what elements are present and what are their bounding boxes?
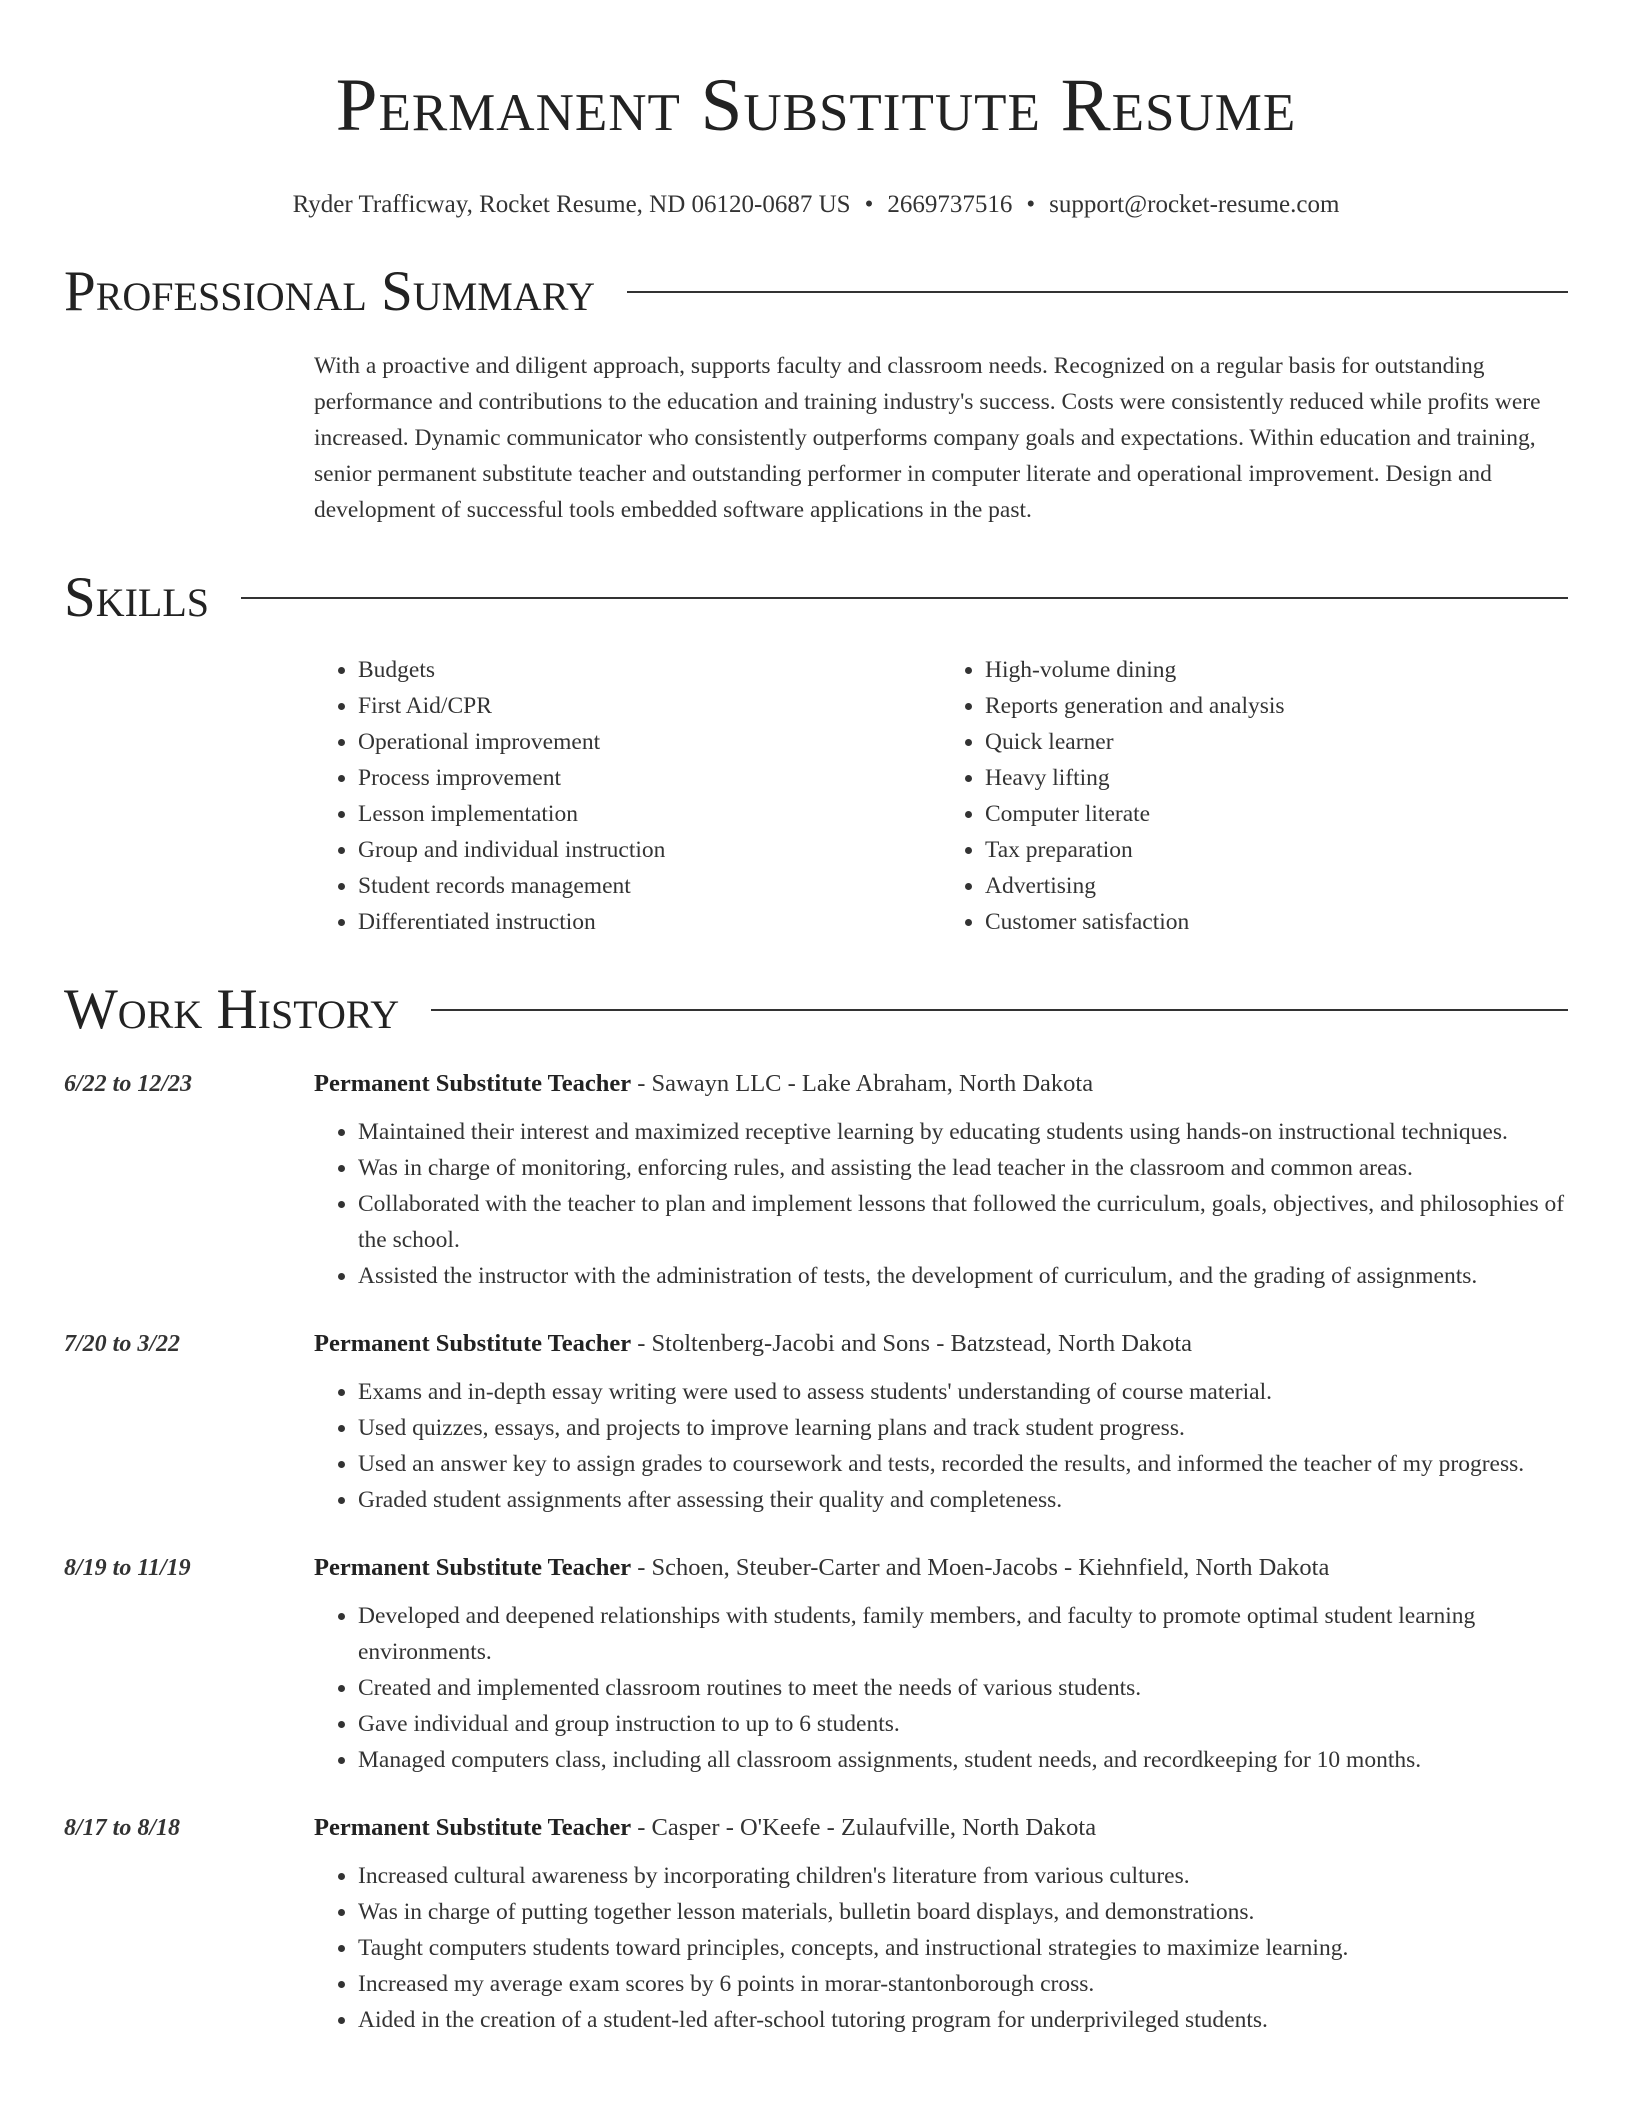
job-employer: - Stoltenberg-Jacobi and Sons - Batzstead, North Dakota — [631, 1330, 1193, 1357]
job-bullet: • Used quizzes, essays, and projects to improve learning plans and track student progress. — [358, 1410, 1568, 1446]
job-employer: - Schoen, Steuber-Carter and Moen-Jacobs - Kiehnfield, North Dakota — [631, 1554, 1330, 1581]
job-role: Permanent Substitute Teacher — [314, 1814, 632, 1841]
job-bullet: • Gave individual and group instruction to up to 6 students. — [358, 1706, 1568, 1742]
job-bullets — [314, 1114, 1568, 1294]
skill-item: • First Aid/CPR — [358, 688, 941, 724]
contact-address: Ryder Trafficway, Rocket Resume, ND 06120-0687 US — [292, 191, 851, 218]
section-divider — [431, 1009, 1568, 1011]
skill-item: • Reports generation and analysis — [985, 688, 1568, 724]
skill-item: • Process improvement — [358, 760, 941, 796]
skills-heading: Skills — [64, 566, 210, 629]
skills-list — [314, 652, 1568, 940]
resume-title: Permanent Substitute Resume — [335, 64, 1297, 147]
skill-item: • Quick learner — [985, 724, 1568, 760]
contact-line — [64, 188, 1568, 222]
job-bullet: • Increased my average exam scores by 6 points in morar-stantonborough cross. — [358, 1966, 1568, 2002]
job-body — [314, 1324, 1568, 1518]
job-bullet: • Developed and deepened relationships with students, family members, and faculty to promote optimal student learning environments. — [358, 1598, 1568, 1670]
skill-item: • Budgets — [358, 652, 941, 688]
skill-item: • Group and individual instruction — [358, 832, 941, 868]
job-bullet: • Maintained their interest and maximized receptive learning by educating students using hands-on instructional techniques. — [358, 1114, 1568, 1150]
section-divider — [627, 291, 1568, 293]
skill-item: • Computer literate — [985, 796, 1568, 832]
job-body — [314, 1808, 1568, 2038]
skill-item: • Differentiated instruction — [358, 904, 941, 940]
contact-email: support@rocket-resume.com — [1049, 191, 1340, 218]
job-title — [314, 1064, 1568, 1104]
summary-heading: Professional Summary — [64, 260, 596, 323]
skill-item: • Customer satisfaction — [985, 904, 1568, 940]
job-dates: 6/22 to 12/23 — [64, 1071, 193, 1097]
skill-item: • Lesson implementation — [358, 796, 941, 832]
job-bullets — [314, 1598, 1568, 1778]
job-entry — [64, 1548, 1568, 1778]
job-bullet: • Increased cultural awareness by incorporating children's literature from various cultures. — [358, 1858, 1568, 1894]
job-title — [314, 1324, 1568, 1364]
job-bullet: • Assisted the instructor with the administration of tests, the development of curriculum, and the grading of assignments. — [358, 1258, 1568, 1294]
job-role: Permanent Substitute Teacher — [314, 1330, 632, 1357]
skill-item: • Tax preparation — [985, 832, 1568, 868]
job-entry — [64, 1324, 1568, 1518]
job-title — [314, 1808, 1568, 1848]
skills-column-left — [314, 652, 941, 940]
job-dates: 8/19 to 11/19 — [64, 1555, 191, 1581]
skill-item: • Operational improvement — [358, 724, 941, 760]
contact-phone: 2669737516 — [887, 191, 1013, 218]
job-title — [314, 1548, 1568, 1588]
job-bullet: • Was in charge of monitoring, enforcing rules, and assisting the lead teacher in the classroom and common areas. — [358, 1150, 1568, 1186]
contact-separator: • — [864, 191, 874, 218]
job-bullet: • Taught computers students toward principles, concepts, and instructional strategies to maximize learning. — [358, 1930, 1568, 1966]
job-employer: - Sawayn LLC - Lake Abraham, North Dakota — [631, 1070, 1094, 1097]
job-bullets — [314, 1374, 1568, 1518]
job-bullet: • Managed computers class, including all classroom assignments, student needs, and recordkeeping for 10 months. — [358, 1742, 1568, 1778]
work-section-header — [64, 976, 1568, 1044]
job-bullet: • Collaborated with the teacher to plan and implement lessons that followed the curriculum, goals, objectives, and philosophies of the school. — [358, 1186, 1568, 1258]
summary-section-header — [64, 258, 1568, 326]
job-body — [314, 1064, 1568, 1294]
section-divider — [241, 597, 1568, 599]
job-bullet: • Aided in the creation of a student-led after-school tutoring program for underprivileged students. — [358, 2002, 1568, 2038]
job-dates: 7/20 to 3/22 — [64, 1331, 181, 1357]
contact-separator: • — [1026, 191, 1036, 218]
summary-text: With a proactive and diligent approach, supports faculty and classroom needs. Recognized on a regular basis for outstanding performance and contributions to the education and training industry's success. Costs were consistently reduced while profits were increased. Dynamic communicator who consistently outperforms company goals and expectations. Within education and training, senior permanent substitute teacher and outstanding performer in computer literate and operational improvement. Design and development of successful tools embedded software applications in the past. — [314, 353, 1541, 523]
job-bullets — [314, 1858, 1568, 2038]
skills-column-right — [941, 652, 1568, 940]
job-entry — [64, 1808, 1568, 2038]
job-bullet: • Used an answer key to assign grades to coursework and tests, recorded the results, and informed the teacher of my progress. — [358, 1446, 1568, 1482]
job-role: Permanent Substitute Teacher — [314, 1070, 632, 1097]
work-heading: Work History — [64, 978, 400, 1041]
job-bullet: • Graded student assignments after assessing their quality and completeness. — [358, 1482, 1568, 1518]
skill-item: • Advertising — [985, 868, 1568, 904]
job-bullet: • Was in charge of putting together lesson materials, bulletin board displays, and demonstrations. — [358, 1894, 1568, 1930]
job-bullet: • Exams and in-depth essay writing were used to assess students' understanding of course material. — [358, 1374, 1568, 1410]
job-entry — [64, 1064, 1568, 1294]
skill-item: • High-volume dining — [985, 652, 1568, 688]
job-role: Permanent Substitute Teacher — [314, 1554, 632, 1581]
skill-item: • Heavy lifting — [985, 760, 1568, 796]
job-dates: 8/17 to 8/18 — [64, 1815, 181, 1841]
job-employer: - Casper - O'Keefe - Zulaufville, North Dakota — [631, 1814, 1097, 1841]
job-bullet: • Created and implemented classroom routines to meet the needs of various students. — [358, 1670, 1568, 1706]
skills-section-header — [64, 564, 1568, 632]
skill-item: • Student records management — [358, 868, 941, 904]
job-body — [314, 1548, 1568, 1778]
